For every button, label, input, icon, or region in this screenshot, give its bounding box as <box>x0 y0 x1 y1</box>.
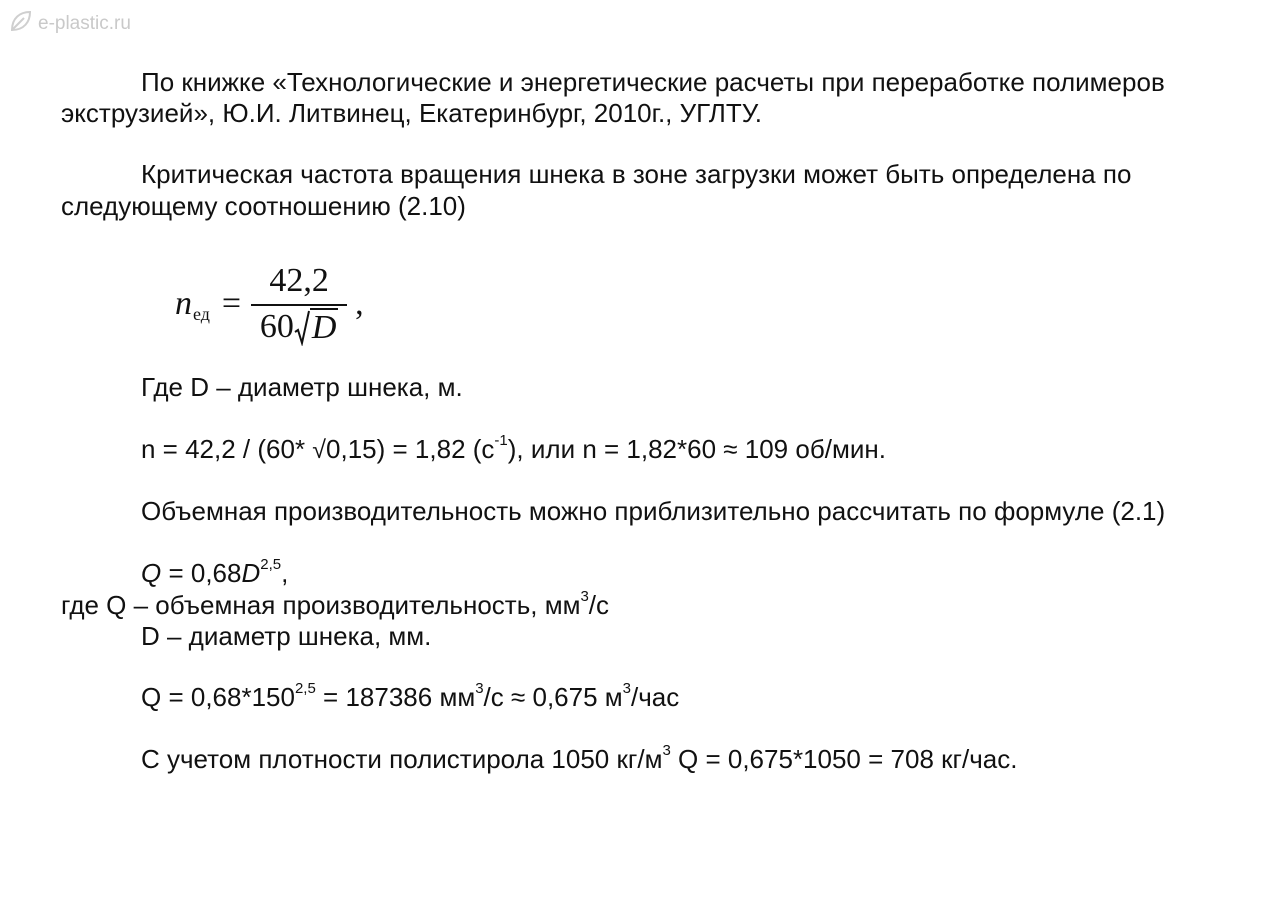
formula-den-coef: 60 <box>259 308 294 345</box>
q-calc-exp3: 3 <box>622 680 631 697</box>
calc-n-exponent: -1 <box>494 432 508 449</box>
where-q-exponent: 3 <box>580 588 589 605</box>
paragraph-d-mm: D – диаметр шнека, мм. <box>141 621 432 651</box>
formula-fraction <box>251 262 347 346</box>
formula-subscript: ед <box>193 303 210 324</box>
paragraph-where-q <box>61 588 610 620</box>
formula-denominator <box>260 306 339 346</box>
q-calc-part1: Q = 0,68*150 <box>141 682 295 712</box>
paragraph-density <box>141 742 1018 774</box>
formula-equals: = <box>221 285 242 322</box>
formula-trailing-comma: , <box>355 285 364 322</box>
calc-n-part1: n = 42,2 / (60* <box>141 434 313 464</box>
density-part2: Q = 0,675*1050 = 708 кг/час. <box>670 744 1018 774</box>
q-calc-exp2: 3 <box>475 680 484 697</box>
paragraph-volume-intro: Объемная производительность можно приблизительно рассчитать по формуле (2.1) <box>141 496 1166 526</box>
q-calc-exp1: 2,5 <box>294 680 316 697</box>
where-q-tail: /с <box>588 590 610 620</box>
paragraph-q-formula <box>141 556 289 588</box>
formula-radicand: D <box>311 309 337 347</box>
density-exponent: 3 <box>662 742 671 759</box>
paragraph-critical-line2: следующему соотношению (2.10) <box>61 191 466 221</box>
q-formula-exponent: 2,5 <box>260 556 282 573</box>
q-calc-part3: /с ≈ 0,675 м <box>483 682 623 712</box>
q-formula-tail: , <box>281 558 289 588</box>
paragraph-q-calc <box>141 680 680 712</box>
leaf-logo-icon <box>8 8 34 40</box>
formula-variable: n <box>175 285 192 322</box>
watermark-text: e-plastic.ru <box>38 13 131 34</box>
q-formula-d: D <box>241 558 261 588</box>
q-symbol: Q <box>141 558 162 588</box>
q-calc-part2: = 187386 мм <box>315 682 476 712</box>
paragraph-source-line1: По книжке «Технологические и энергетические расчеты при переработке полимеров <box>141 67 1165 97</box>
calc-n-part3: ), или n = 1,82*60 ≈ 109 об/мин. <box>507 434 886 464</box>
density-part1: С учетом плотности полистирола 1050 кг/м <box>141 744 663 774</box>
formula-critical-speed <box>175 262 364 346</box>
where-q-text: где Q – объемная производительность, мм <box>61 590 581 620</box>
formula-numerator: 42,2 <box>269 262 329 299</box>
calc-n-part2: 0,15) = 1,82 (с <box>326 434 495 464</box>
paragraph-source-line2: экструзией», Ю.И. Литвинец, Екатеринбург, 2010г., УГЛТУ. <box>61 98 762 128</box>
q-formula-mid: = 0,68 <box>161 558 242 588</box>
root-sign-icon: √ <box>312 436 327 464</box>
sqrt-sign-icon <box>294 310 310 346</box>
paragraph-critical-line1: Критическая частота вращения шнека в зоне загрузки может быть определена по <box>141 159 1132 189</box>
paragraph-where-d: Где D – диаметр шнека, м. <box>141 372 463 402</box>
watermark <box>8 8 131 40</box>
paragraph-calc-n <box>141 432 886 464</box>
q-calc-part4: /час <box>631 682 680 712</box>
